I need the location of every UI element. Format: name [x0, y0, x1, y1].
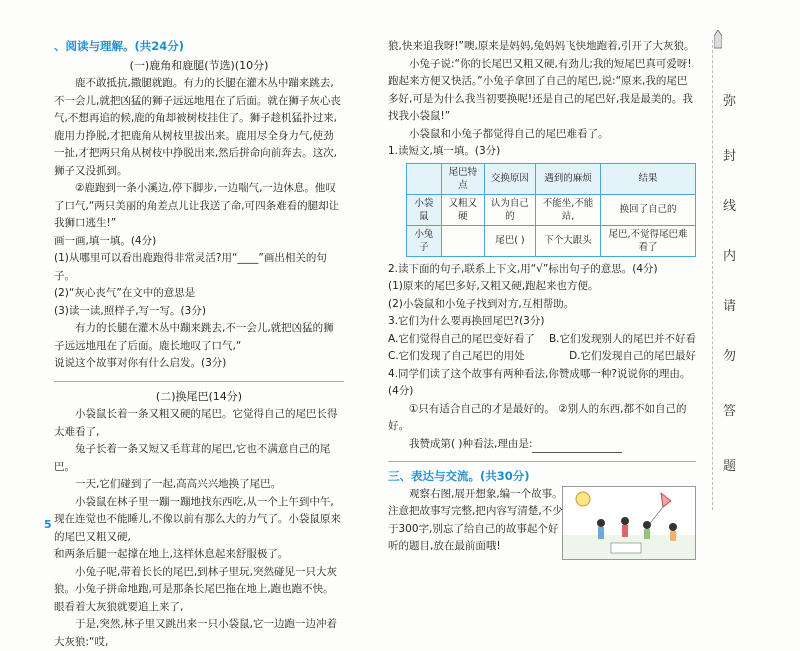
passage2-line9: 于是,突然,林子里又跳出来一只小袋鼠,它一边跑一边冲着大灰狼:“哎,	[54, 618, 338, 648]
passage1-title: (一)鹿角和鹿腿(节选)(10分)	[129, 58, 269, 72]
writing-prompt-box	[388, 486, 696, 556]
passage2-line6: 和两条后腿一起撑在地上,这样休息起来舒服极了。	[54, 548, 289, 560]
left-column	[54, 38, 344, 651]
passage2-line5: 小袋鼠在林子里一蹦一蹦地找东西吃,从一个上午到中午,现在连觉也不能睡儿,不像以前有那么大的力气了。小袋鼠原来的尾巴又粗又硬,	[54, 495, 341, 543]
question2-option2[interactable]: (2)小袋鼠和小兔子找到对方,互相帮助。	[388, 297, 575, 310]
question3-row2	[388, 348, 696, 366]
table-cell: 不能坐,不能站,	[536, 194, 601, 225]
question3-option-d[interactable]: D.它们发现自己的尾巴最好	[569, 350, 696, 362]
table-cell: 尾巴,不觉得尾巴难看了	[600, 225, 695, 256]
question1-label: 1.读短文,填一填。(3分)	[388, 145, 501, 157]
question3-option-a[interactable]: A.它们觉得自己的尾巴变好看了	[388, 332, 535, 345]
question3-row1	[388, 331, 696, 349]
margin-word: 题	[723, 459, 737, 474]
question4-label: 4.同学们读了这个故事有两种看法,你赞成哪一种?说说你的理由。(4分)	[388, 367, 691, 397]
section-title-reading: 、阅读与理解。(共24分)	[54, 39, 185, 53]
table-cell: 换回了自己的	[600, 194, 695, 225]
passage1-paragraph1: 鹿不敢抵抗,撒腿就跑。有力的长腿在灌木丛中蹦来跳去,不一会儿,就把凶猛的狮子远远地甩在了后面。就在狮子灰心丧气,不想再追的候,鹿的角却被树枝挂住了。狮子趁机猛扑过来,鹿用力挣脱,才把鹿角从树枝里拔出来。鹿用尽全身力气,使劲一扯,才把两只角从树枝中挣脱出来,然后拼命向前奔去。这次,狮子又没抓到。	[54, 77, 341, 177]
table-header-cell: 尾巴特点	[441, 163, 484, 194]
passage1-instruction: 画一画,填一填。(4分)	[54, 234, 157, 247]
question4-options: ①只有适合自己的才是最好的。 ②别人的东西,都不如自己的好。	[388, 402, 687, 432]
passage1-question3-example: 有力的长腿在灌木丛中蹦来跳去,不一会儿,就把凶猛的狮子远远地甩在了后面。鹿长地叹了口气,“	[54, 322, 334, 352]
passage2-line8: 小兔子呢,带着长长的尾巴,到林子里玩,突然碰见一只大灰狼。小兔子拼命地跑,可是那条长尾巴拖在地上,跑也跑不快。眼看着大灰狼就要追上来了,	[54, 565, 338, 613]
passage2-cont-line3: 小袋鼠和小兔子都觉得自己的尾巴难看了。	[409, 127, 609, 140]
section-divider	[388, 461, 696, 462]
passage1-question4: 说说这个故事对你有什么启发。(3分)	[54, 357, 227, 369]
margin-word: 请	[723, 299, 737, 314]
passage1-question1: (1)从哪里可以看出鹿跑得非常灵活?用“____”画出相关的句子。	[54, 252, 327, 282]
table-header-cell: 结果	[600, 163, 695, 194]
right-column	[388, 38, 696, 556]
passage2-cont-line2: 小兔子说:“你的长尾巴又粗又硬,有劲儿;我的短尾巴真可爱呀!跑起来方便又快活。”小兔子拿回了自己的尾巴,说:“原来,我的尾巴多好,可是为什么我当初要换呢!还是自己的尾巴好,我是最美的。我找我小袋鼠!”	[388, 57, 693, 122]
table-cell: 小兔子	[407, 225, 442, 256]
question3-option-c[interactable]: C.它们发现了自己尾巴的用处	[388, 350, 525, 362]
margin-word: 封	[723, 149, 737, 164]
question3-option-b[interactable]: B.它们发现别人的尾巴并不好看	[548, 332, 696, 345]
passage2-line2: 兔子长着一条又短又毛茸茸的尾巴,它也不满意自己的尾巴。	[54, 443, 331, 473]
table-row	[407, 225, 696, 256]
question4-answer-line[interactable]	[532, 440, 622, 453]
margin-word: 答	[723, 404, 737, 419]
table-cell: 又粗又硬	[441, 194, 484, 225]
writing-prompt-text: 观察右图,展开想象,编一个故事。注意把故事写完整,把内容写清楚,不少于300字,别忘了给自己的故事起个好听的题目,放在最前面哦!	[388, 487, 563, 552]
question4-fill	[388, 436, 696, 454]
question3-label: 3.它们为什么要再换回尾巴?(3分)	[388, 315, 545, 327]
passage2-line1: 小袋鼠长着一条又粗又硬的尾巴。它觉得自己的尾巴长得太难看了,	[54, 408, 338, 438]
binding-line	[712, 40, 713, 510]
table-header-cell: 交换原因	[484, 163, 535, 194]
table-header-cell	[407, 163, 442, 194]
pen-icon	[714, 30, 722, 50]
margin-word: 线	[723, 199, 737, 214]
table-cell: 认为自己的	[484, 194, 535, 225]
question4-fill-text: 我赞成第( )种看法,理由是:	[409, 437, 533, 450]
table-cell: 下个大跟头	[536, 225, 601, 256]
table-row	[407, 194, 696, 225]
passage2-cont-line1: 狼,快来追我呀!”噢,原来是妈妈,兔妈妈飞快地跑着,引开了大灰狼。	[388, 40, 695, 52]
picnic-scene-illustration	[562, 486, 696, 560]
passage1-paragraph2: ②鹿跑到一条小溪边,停下脚步,一边喘气,一边休息。他叹了口气,“两只美丽的角差点儿让我送了命,可四条难看的腿却让我狮口逃生!”	[54, 182, 340, 229]
passage2-title: (二)换尾巴(14分)	[155, 389, 243, 403]
section-divider	[54, 381, 344, 382]
margin-word: 弥	[723, 94, 737, 109]
passage2-line4: 一天,它们碰到了一起,高高兴兴地换了尾巴。	[75, 478, 282, 490]
table-header-row	[407, 163, 696, 194]
fill-table	[406, 163, 696, 257]
question2-option1[interactable]: (1)原来的尾巴多好,又粗又硬,跑起来也方便。	[388, 280, 599, 292]
table-cell-blank[interactable]	[441, 225, 484, 256]
passage1-question3: (3)读一读,照样子,写一写。(3分)	[54, 304, 206, 317]
question2-label: 2.读下面的句子,联系上下文,用“√”标出句子的意思。(4分)	[388, 262, 658, 275]
margin-word: 内	[723, 249, 737, 264]
section-title-writing: 三、表达与交流。(共30分)	[388, 469, 530, 483]
table-header-cell: 遇到的麻烦	[536, 163, 601, 194]
page-number: 5	[44, 518, 52, 531]
passage1-question2: (2)“灰心丧气”在文中的意思是	[54, 287, 196, 299]
table-cell: 小袋鼠	[407, 194, 442, 225]
margin-word: 勿	[723, 349, 737, 364]
table-cell[interactable]: 尾巴( )	[484, 225, 535, 256]
